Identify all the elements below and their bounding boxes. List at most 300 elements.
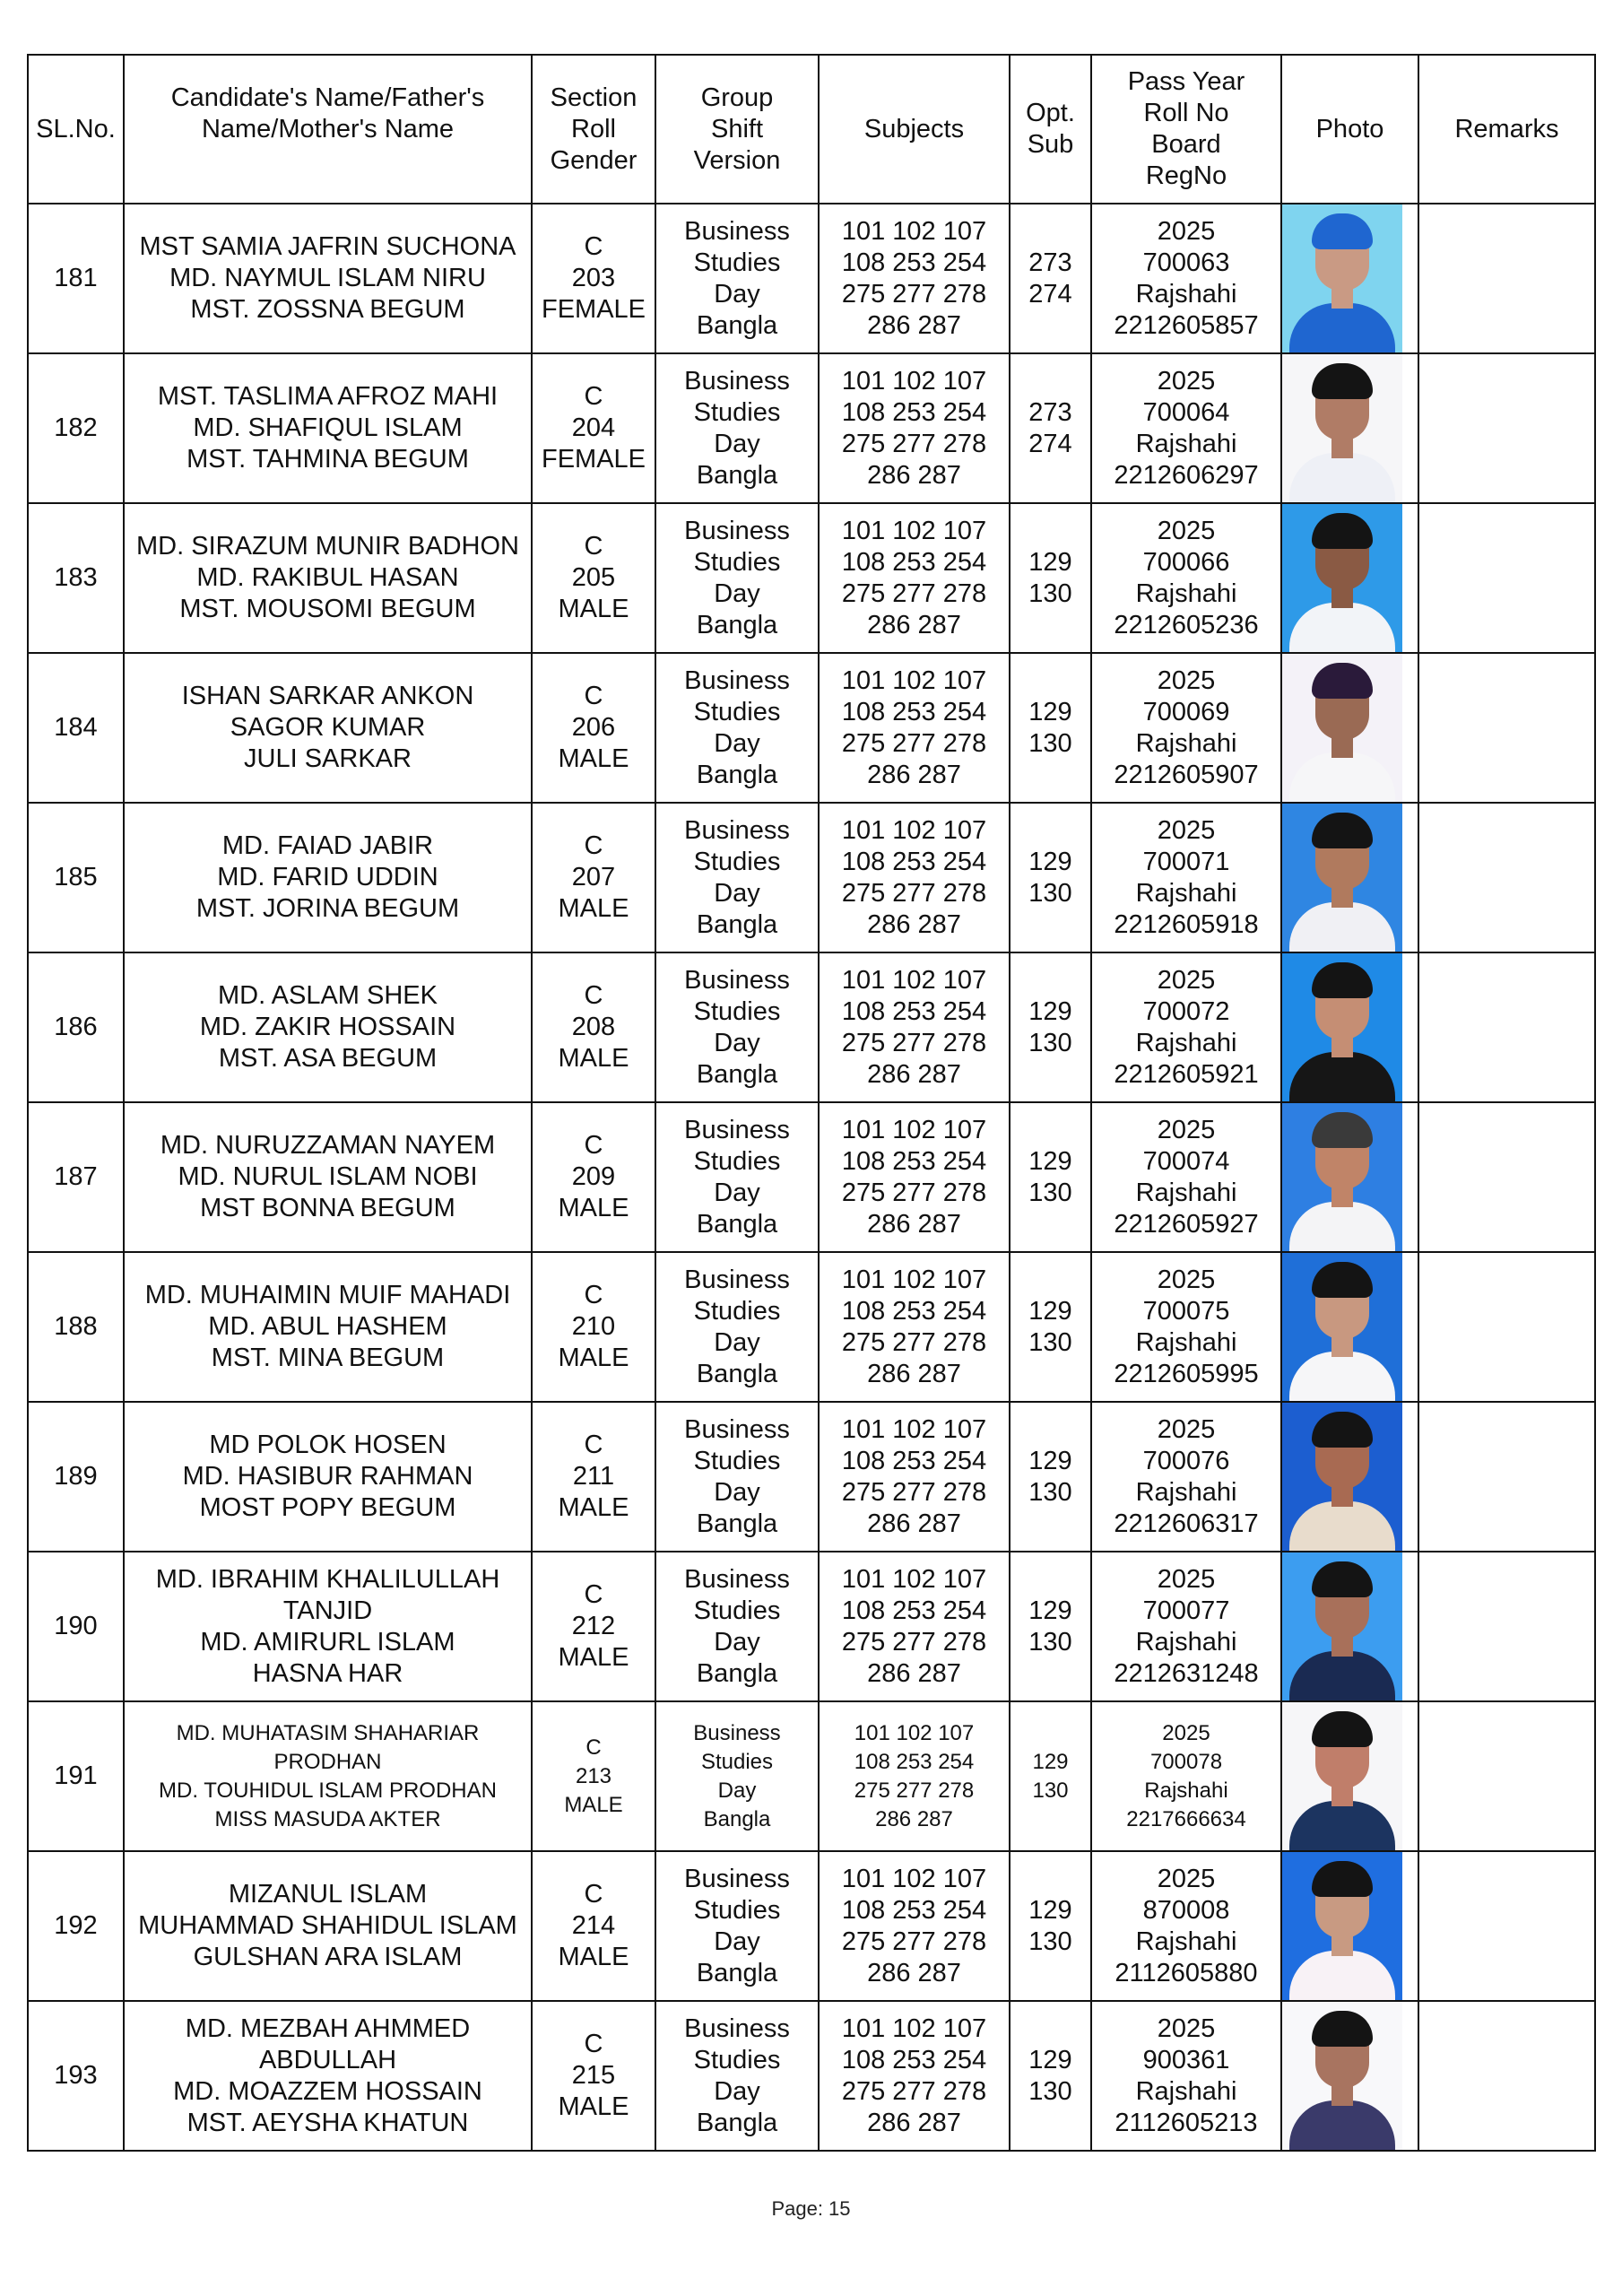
pass-year: 2025 bbox=[1162, 1720, 1210, 1745]
opt-line: 129 bbox=[1032, 1749, 1069, 1774]
subjects-line: 108 253 254 bbox=[841, 1296, 987, 1326]
subjects-cell bbox=[819, 1701, 1010, 1851]
sl-cell: 188 bbox=[28, 1252, 124, 1402]
gender: MALE bbox=[558, 1643, 629, 1672]
subjects-line: 286 287 bbox=[867, 1658, 961, 1688]
group-line: Bangla bbox=[696, 1509, 778, 1538]
candidate-photo bbox=[1282, 1552, 1402, 1700]
roll: 211 bbox=[572, 1462, 615, 1491]
remarks-cell bbox=[1418, 503, 1595, 653]
subjects-line: 275 277 278 bbox=[841, 1477, 987, 1507]
subjects-line: 101 102 107 bbox=[841, 665, 987, 695]
pass-info-cell bbox=[1091, 803, 1281, 952]
subjects-line: 275 277 278 bbox=[841, 1327, 987, 1357]
candidate-photo bbox=[1282, 204, 1402, 352]
group-line: Day bbox=[714, 279, 760, 309]
names-cell bbox=[124, 653, 532, 803]
photo-cell bbox=[1281, 653, 1418, 803]
group-line: Studies bbox=[693, 1146, 781, 1176]
subjects-line: 275 277 278 bbox=[854, 1778, 975, 1803]
names-line: MD. NURUL ISLAM NOBI bbox=[178, 1162, 478, 1191]
pass-year: 2025 bbox=[1157, 2013, 1216, 2043]
table-row bbox=[28, 1402, 1595, 1552]
section: C bbox=[584, 2030, 603, 2058]
subjects-cell bbox=[819, 1402, 1010, 1552]
candidate-photo bbox=[1282, 654, 1402, 802]
sl-cell: 190 bbox=[28, 1552, 124, 1701]
gender: MALE bbox=[564, 1792, 623, 1817]
pass-year: 2025 bbox=[1157, 965, 1216, 995]
photo-cell bbox=[1281, 2001, 1418, 2151]
pass-year: 2025 bbox=[1157, 516, 1216, 545]
subjects-cell bbox=[819, 653, 1010, 803]
remarks-cell bbox=[1418, 1552, 1595, 1701]
group-line: Bangla bbox=[696, 760, 778, 789]
names-line: MISS MASUDA AKTER bbox=[214, 1806, 441, 1831]
header-section: Section Roll Gender bbox=[532, 55, 655, 204]
names-line: MD. NAYMUL ISLAM NIRU bbox=[169, 264, 486, 292]
table-row bbox=[28, 1701, 1595, 1851]
roll-no: 700066 bbox=[1142, 547, 1230, 577]
pass-year: 2025 bbox=[1157, 216, 1216, 246]
opt-sub-cell bbox=[1010, 952, 1091, 1102]
section: C bbox=[584, 1880, 603, 1909]
group-line: Bangla bbox=[696, 909, 778, 939]
section: C bbox=[584, 1431, 603, 1459]
group-line: Business bbox=[684, 1115, 790, 1144]
names-line: MST SAMIA JAFRIN SUCHONA bbox=[139, 232, 516, 261]
subjects-line: 108 253 254 bbox=[854, 1749, 975, 1774]
reg-no: 2212605995 bbox=[1114, 1359, 1259, 1388]
group-shift-version-cell bbox=[655, 653, 819, 803]
group-line: Bangla bbox=[696, 1059, 778, 1089]
board: Rajshahi bbox=[1135, 1178, 1237, 1207]
roll: 209 bbox=[571, 1162, 616, 1191]
names-line: MD. AMIRURL ISLAM bbox=[200, 1627, 455, 1657]
roll: 207 bbox=[571, 863, 616, 891]
roll-no: 700077 bbox=[1142, 1596, 1230, 1625]
names-line: MST. JORINA BEGUM bbox=[195, 894, 460, 923]
group-shift-version-cell bbox=[655, 952, 819, 1102]
group-line: Bangla bbox=[703, 1806, 771, 1831]
remarks-cell bbox=[1418, 1851, 1595, 2001]
subjects-line: 275 277 278 bbox=[841, 1028, 987, 1057]
names-cell bbox=[124, 2001, 532, 2151]
photo-hair bbox=[1312, 962, 1373, 998]
subjects-line: 108 253 254 bbox=[841, 697, 987, 726]
candidate-photo bbox=[1282, 953, 1402, 1101]
subjects-line: 286 287 bbox=[867, 310, 961, 340]
opt-sub-cell bbox=[1010, 1851, 1091, 2001]
opt-line: 129 bbox=[1028, 847, 1072, 876]
group-line: Day bbox=[714, 1028, 760, 1057]
group-shift-version-cell bbox=[655, 503, 819, 653]
group-line: Bangla bbox=[696, 310, 778, 340]
subjects-cell bbox=[819, 503, 1010, 653]
subjects-cell bbox=[819, 1102, 1010, 1252]
table-row bbox=[28, 1102, 1595, 1252]
candidate-photo bbox=[1282, 1253, 1402, 1401]
names-line: MD. ASLAM SHEK bbox=[218, 981, 438, 1010]
candidate-photo bbox=[1282, 1852, 1402, 2000]
opt-line: 130 bbox=[1028, 1028, 1072, 1057]
section: C bbox=[584, 532, 603, 561]
opt-line: 130 bbox=[1028, 2076, 1072, 2106]
names-line: MD. RAKIBUL HASAN bbox=[196, 563, 459, 592]
names-cell bbox=[124, 1252, 532, 1402]
reg-no: 2112605213 bbox=[1115, 2108, 1258, 2137]
opt-line: 129 bbox=[1028, 1446, 1072, 1475]
roll-no: 870008 bbox=[1142, 1895, 1230, 1925]
section: C bbox=[584, 232, 603, 261]
names-line: MD. MUHAIMIN MUIF MAHADI bbox=[144, 1281, 511, 1309]
names-line: MD. IBRAHIM KHALILULLAH bbox=[155, 1564, 500, 1594]
remarks-cell bbox=[1418, 1701, 1595, 1851]
names-line: TANJID bbox=[282, 1596, 373, 1625]
photo-hair bbox=[1312, 663, 1373, 699]
board: Rajshahi bbox=[1135, 578, 1237, 608]
gender: MALE bbox=[558, 744, 629, 773]
reg-no: 2112605880 bbox=[1115, 1958, 1258, 1987]
group-line: Day bbox=[714, 578, 760, 608]
sl-cell: 193 bbox=[28, 2001, 124, 2151]
subjects-line: 286 287 bbox=[867, 1059, 961, 1089]
group-line: Day bbox=[714, 728, 760, 758]
subjects-line: 286 287 bbox=[867, 760, 961, 789]
pass-info-cell bbox=[1091, 1701, 1281, 1851]
opt-line: 130 bbox=[1028, 878, 1072, 908]
subjects-line: 108 253 254 bbox=[841, 996, 987, 1026]
sl-cell: 182 bbox=[28, 353, 124, 503]
group-line: Day bbox=[714, 1327, 760, 1357]
photo-outfit bbox=[1289, 1651, 1395, 1700]
subjects-line: 286 287 bbox=[867, 1509, 961, 1538]
section-roll-gender-cell bbox=[532, 1552, 655, 1701]
opt-sub-cell bbox=[1010, 1252, 1091, 1402]
subjects-line: 275 277 278 bbox=[841, 878, 987, 908]
roll-no: 700074 bbox=[1142, 1146, 1230, 1176]
reg-no: 2212605857 bbox=[1114, 310, 1259, 340]
roll: 204 bbox=[571, 413, 616, 442]
photo-outfit bbox=[1289, 303, 1395, 352]
subjects-line: 101 102 107 bbox=[854, 1720, 975, 1745]
names-line: MD. MOAZZEM HOSSAIN bbox=[173, 2076, 482, 2106]
photo-hair bbox=[1312, 363, 1373, 399]
subjects-line: 275 277 278 bbox=[841, 1926, 987, 1956]
group-line: Business bbox=[684, 216, 790, 246]
group-line: Day bbox=[714, 1477, 760, 1507]
sl-cell: 186 bbox=[28, 952, 124, 1102]
group-line: Studies bbox=[693, 2045, 781, 2074]
group-line: Bangla bbox=[696, 1658, 778, 1688]
names-line: MIZANUL ISLAM bbox=[228, 1880, 428, 1909]
photo-outfit bbox=[1289, 752, 1395, 802]
names-cell bbox=[124, 1552, 532, 1701]
gender: MALE bbox=[558, 1044, 629, 1073]
pass-info-cell bbox=[1091, 952, 1281, 1102]
table-row bbox=[28, 503, 1595, 653]
subjects-line: 275 277 278 bbox=[841, 2076, 987, 2106]
table-body bbox=[28, 204, 1595, 2151]
photo-cell bbox=[1281, 1402, 1418, 1552]
roll: 215 bbox=[571, 2061, 616, 2090]
section-roll-gender-cell bbox=[532, 2001, 655, 2151]
opt-line: 130 bbox=[1028, 1477, 1072, 1507]
roll: 206 bbox=[571, 713, 616, 742]
subjects-line: 101 102 107 bbox=[841, 1414, 987, 1444]
subjects-line: 275 277 278 bbox=[841, 1627, 987, 1657]
names-line: MD. ZAKIR HOSSAIN bbox=[199, 1013, 456, 1041]
sl-cell: 185 bbox=[28, 803, 124, 952]
roll-no: 700069 bbox=[1142, 697, 1230, 726]
subjects-line: 108 253 254 bbox=[841, 1446, 987, 1475]
opt-sub-cell bbox=[1010, 204, 1091, 353]
subjects-line: 286 287 bbox=[867, 909, 961, 939]
reg-no: 2212606317 bbox=[1114, 1509, 1259, 1538]
opt-line: 129 bbox=[1028, 1296, 1072, 1326]
group-line: Studies bbox=[693, 1296, 781, 1326]
remarks-cell bbox=[1418, 2001, 1595, 2151]
names-line: GULSHAN ARA ISLAM bbox=[193, 1943, 463, 1971]
pass-info-cell bbox=[1091, 1252, 1281, 1402]
opt-sub-cell bbox=[1010, 1102, 1091, 1252]
photo-hair bbox=[1312, 513, 1373, 549]
subjects-line: 101 102 107 bbox=[841, 516, 987, 545]
roll-no: 700064 bbox=[1142, 397, 1230, 427]
subjects-line: 286 287 bbox=[867, 2108, 961, 2137]
opt-line: 130 bbox=[1028, 1327, 1072, 1357]
names-line: MST. ZOSSNA BEGUM bbox=[190, 295, 465, 324]
group-line: Bangla bbox=[696, 1209, 778, 1239]
group-line: Day bbox=[714, 878, 760, 908]
pass-info-cell bbox=[1091, 1402, 1281, 1552]
remarks-cell bbox=[1418, 803, 1595, 952]
group-line: Business bbox=[684, 516, 790, 545]
table-row bbox=[28, 803, 1595, 952]
photo-hair bbox=[1312, 1112, 1373, 1148]
section-roll-gender-cell bbox=[532, 1252, 655, 1402]
names-line: MD. FARID UDDIN bbox=[217, 863, 438, 891]
remarks-cell bbox=[1418, 204, 1595, 353]
group-shift-version-cell bbox=[655, 1102, 819, 1252]
roll-no: 700076 bbox=[1142, 1446, 1230, 1475]
opt-line: 129 bbox=[1028, 1596, 1072, 1625]
group-shift-version-cell bbox=[655, 353, 819, 503]
pass-year: 2025 bbox=[1157, 1414, 1216, 1444]
photo-outfit bbox=[1289, 1801, 1395, 1850]
subjects-line: 101 102 107 bbox=[841, 815, 987, 845]
group-line: Business bbox=[684, 1864, 790, 1893]
gender: MALE bbox=[558, 1943, 629, 1971]
sl-cell: 192 bbox=[28, 1851, 124, 2001]
roll-no: 900361 bbox=[1142, 2045, 1230, 2074]
section-roll-gender-cell bbox=[532, 1701, 655, 1851]
header-subjects: Subjects bbox=[819, 55, 1010, 204]
opt-line: 273 bbox=[1028, 248, 1072, 277]
photo-cell bbox=[1281, 1252, 1418, 1402]
photo-hair bbox=[1312, 813, 1373, 848]
subjects-line: 101 102 107 bbox=[841, 965, 987, 995]
subjects-line: 101 102 107 bbox=[841, 366, 987, 396]
group-line: Business bbox=[684, 965, 790, 995]
names-line: MD. FAIAD JABIR bbox=[221, 831, 434, 860]
group-shift-version-cell bbox=[655, 1552, 819, 1701]
photo-outfit bbox=[1289, 1352, 1395, 1401]
photo-outfit bbox=[1289, 453, 1395, 502]
names-line: MD. TOUHIDUL ISLAM PRODHAN bbox=[159, 1778, 497, 1803]
candidate-photo bbox=[1282, 1702, 1402, 1850]
header-remarks: Remarks bbox=[1418, 55, 1595, 204]
section: C bbox=[584, 1281, 603, 1309]
pass-info-cell bbox=[1091, 1552, 1281, 1701]
photo-cell bbox=[1281, 952, 1418, 1102]
reg-no: 2212605907 bbox=[1114, 760, 1259, 789]
subjects-line: 101 102 107 bbox=[841, 1115, 987, 1144]
pass-year: 2025 bbox=[1157, 1265, 1216, 1294]
opt-line: 130 bbox=[1028, 728, 1072, 758]
gender: MALE bbox=[558, 1344, 629, 1372]
candidate-photo bbox=[1282, 504, 1402, 652]
names-line: MOST POPY BEGUM bbox=[199, 1493, 456, 1522]
names-cell bbox=[124, 1102, 532, 1252]
photo-cell bbox=[1281, 204, 1418, 353]
subjects-cell bbox=[819, 204, 1010, 353]
names-line: MD. SHAFIQUL ISLAM bbox=[193, 413, 463, 442]
section-roll-gender-cell bbox=[532, 1102, 655, 1252]
names-cell bbox=[124, 1851, 532, 2001]
photo-outfit bbox=[1289, 603, 1395, 652]
subjects-line: 101 102 107 bbox=[841, 216, 987, 246]
photo-cell bbox=[1281, 1102, 1418, 1252]
section: C bbox=[584, 981, 603, 1010]
subjects-line: 275 277 278 bbox=[841, 279, 987, 309]
names-cell bbox=[124, 1402, 532, 1552]
group-shift-version-cell bbox=[655, 1851, 819, 2001]
group-shift-version-cell bbox=[655, 1402, 819, 1552]
group-shift-version-cell bbox=[655, 803, 819, 952]
sl-cell: 183 bbox=[28, 503, 124, 653]
subjects-line: 108 253 254 bbox=[841, 1146, 987, 1176]
opt-line: 129 bbox=[1028, 1146, 1072, 1176]
subjects-line: 286 287 bbox=[867, 1209, 961, 1239]
photo-cell bbox=[1281, 1851, 1418, 2001]
photo-outfit bbox=[1289, 902, 1395, 952]
pass-year: 2025 bbox=[1157, 1864, 1216, 1893]
names-line: MD. MUHATASIM SHAHARIAR bbox=[176, 1720, 480, 1745]
group-line: Bangla bbox=[696, 2108, 778, 2137]
names-line: MST. TASLIMA AFROZ MAHI bbox=[157, 382, 499, 411]
opt-line: 273 bbox=[1028, 397, 1072, 427]
section-roll-gender-cell bbox=[532, 653, 655, 803]
names-line: HASNA HAR bbox=[252, 1658, 403, 1688]
group-line: Day bbox=[714, 1178, 760, 1207]
photo-cell bbox=[1281, 353, 1418, 503]
results-sheet bbox=[27, 54, 1596, 2152]
subjects-line: 275 277 278 bbox=[841, 429, 987, 458]
names-line: ISHAN SARKAR ANKON bbox=[181, 682, 474, 710]
candidate-photo bbox=[1282, 1103, 1402, 1251]
names-line: MD. HASIBUR RAHMAN bbox=[182, 1462, 473, 1491]
header-group: Group Shift Version bbox=[655, 55, 819, 204]
group-line: Studies bbox=[693, 547, 781, 577]
roll-no: 700071 bbox=[1142, 847, 1230, 876]
sl-cell: 191 bbox=[28, 1701, 124, 1851]
group-line: Business bbox=[684, 665, 790, 695]
names-cell bbox=[124, 1701, 532, 1851]
pass-year: 2025 bbox=[1157, 815, 1216, 845]
group-line: Bangla bbox=[696, 610, 778, 639]
names-cell bbox=[124, 204, 532, 353]
remarks-cell bbox=[1418, 653, 1595, 803]
group-line: Day bbox=[714, 429, 760, 458]
reg-no: 2212606297 bbox=[1114, 460, 1259, 490]
subjects-cell bbox=[819, 1851, 1010, 2001]
board: Rajshahi bbox=[1135, 878, 1237, 908]
reg-no: 2212605921 bbox=[1114, 1059, 1259, 1089]
roll: 214 bbox=[571, 1911, 616, 1940]
group-shift-version-cell bbox=[655, 204, 819, 353]
opt-sub-cell bbox=[1010, 2001, 1091, 2151]
subjects-line: 286 287 bbox=[867, 1359, 961, 1388]
header-opt-sub: Opt. Sub bbox=[1010, 55, 1091, 204]
group-shift-version-cell bbox=[655, 2001, 819, 2151]
pass-year: 2025 bbox=[1157, 1115, 1216, 1144]
subjects-line: 286 287 bbox=[867, 1958, 961, 1987]
gender: MALE bbox=[558, 2092, 629, 2121]
roll: 203 bbox=[571, 264, 616, 292]
names-line: MST BONNA BEGUM bbox=[200, 1194, 455, 1222]
opt-line: 130 bbox=[1028, 1178, 1072, 1207]
group-line: Studies bbox=[693, 397, 781, 427]
photo-outfit bbox=[1289, 1951, 1395, 2000]
section-roll-gender-cell bbox=[532, 503, 655, 653]
group-line: Business bbox=[693, 1720, 781, 1745]
group-line: Studies bbox=[693, 847, 781, 876]
section-roll-gender-cell bbox=[532, 803, 655, 952]
names-line: MD POLOK HOSEN bbox=[209, 1431, 447, 1459]
names-line: MST. AEYSHA KHATUN bbox=[186, 2108, 469, 2137]
roll: 208 bbox=[571, 1013, 616, 1041]
pass-info-cell bbox=[1091, 503, 1281, 653]
group-line: Day bbox=[717, 1778, 757, 1803]
board: Rajshahi bbox=[1135, 1477, 1237, 1507]
reg-no: 2217666634 bbox=[1126, 1806, 1246, 1831]
opt-sub-cell bbox=[1010, 1701, 1091, 1851]
subjects-line: 101 102 107 bbox=[841, 1864, 987, 1893]
opt-sub-cell bbox=[1010, 353, 1091, 503]
gender: MALE bbox=[558, 1493, 629, 1522]
reg-no: 2212605918 bbox=[1114, 909, 1259, 939]
photo-cell bbox=[1281, 503, 1418, 653]
subjects-line: 101 102 107 bbox=[841, 2013, 987, 2043]
photo-hair bbox=[1312, 1262, 1373, 1298]
roll: 210 bbox=[571, 1312, 616, 1341]
candidate-photo bbox=[1282, 804, 1402, 952]
reg-no: 2212631248 bbox=[1114, 1658, 1259, 1688]
group-line: Bangla bbox=[696, 460, 778, 490]
section: C bbox=[584, 682, 603, 710]
names-line: MST. MOUSOMI BEGUM bbox=[179, 595, 476, 623]
header-pass: Pass Year Roll No Board RegNo bbox=[1091, 55, 1281, 204]
photo-cell bbox=[1281, 1552, 1418, 1701]
section: C bbox=[584, 1580, 603, 1609]
subjects-cell bbox=[819, 952, 1010, 1102]
group-line: Studies bbox=[700, 1749, 774, 1774]
section-roll-gender-cell bbox=[532, 353, 655, 503]
names-cell bbox=[124, 952, 532, 1102]
sl-cell: 184 bbox=[28, 653, 124, 803]
opt-line: 129 bbox=[1028, 996, 1072, 1026]
